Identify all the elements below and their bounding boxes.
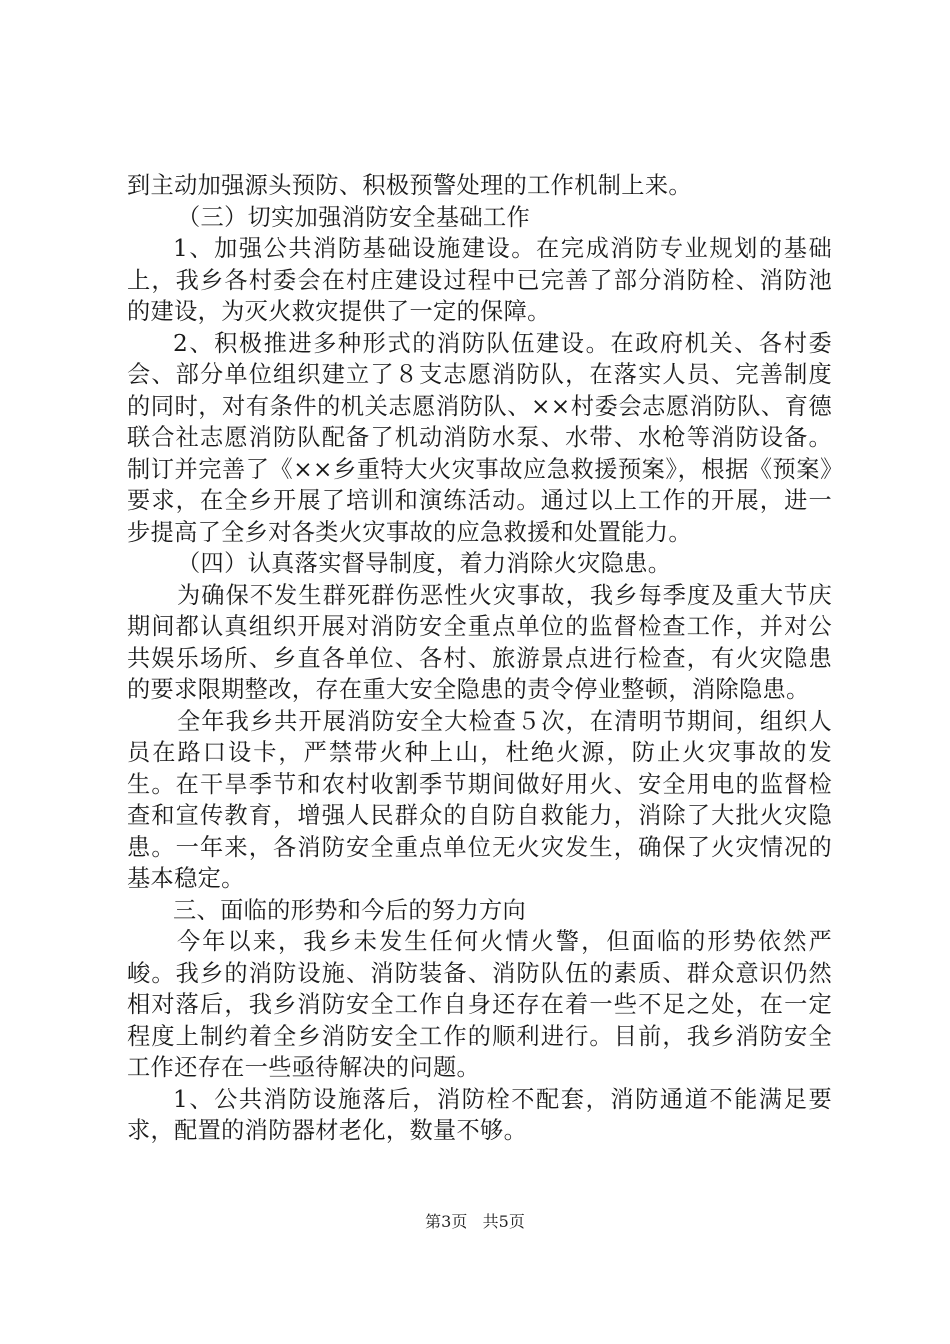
page-total: 共5页 — [482, 1212, 525, 1231]
chapter-heading-3: 三、面临的形势和今后的努力方向 — [173, 896, 527, 924]
paragraph-continuation: 到主动加强源头预防、积极预警处理的工作机制上来。 — [127, 172, 692, 199]
page-number: 第3页 — [425, 1212, 468, 1231]
page-footer — [0, 1212, 950, 1232]
footer-separator — [472, 1212, 477, 1231]
paragraph-inspection: 为确保不发生群死群伤恶性火灾事故，我乡每季度及重大节庆期间都认真组织开展对消防安全重点单位的监督检查工作，并对公共娱乐场所、乡直各单位、各村、旅游景点进行检查，有火灾隐患的要求限期整改，存在重大安全隐患的责令停业整顿，消除隐患。 — [127, 581, 832, 703]
paragraph-problem-1: 1、公共消防设施落后，消防栓不配套，消防通道不能满足要求，配置的消防器材老化，数量不够。 — [127, 1085, 832, 1144]
section-heading-4: （四）认真落实督导制度，着力消除火灾隐患。 — [177, 550, 672, 577]
paragraph-item-2: 2、积极推进多种形式的消防队伍建设。在政府机关、各村委会、部分单位组织建立了８支志愿消防队，在落实人员、完善制度的同时，对有条件的机关志愿消防队、××村委会志愿消防队、育德联合社志愿消防队配备了机动消防水泵、水带、水枪等消防设备。制订并完善了《××乡重特大火灾事故应急救援预案》，根据《预案》要求，在全乡开展了培训和演练活动。通过以上工作的开展，进一步提高了全乡对各类火灾事故的应急救援和处置能力。 — [127, 329, 832, 546]
section-heading-3: （三）切实加强消防安全基础工作 — [177, 203, 531, 231]
paragraph-annual-check: 全年我乡共开展消防安全大检查５次，在清明节期间，组织人员在路口设卡，严禁带火种上山，杜绝火源，防止火灾事故的发生。在干旱季节和农村收割季节期间做好用火、安全用电的监督检查和宣传教育，增强人民群众的自防自救能力，消除了大批火灾隐患。一年来，各消防安全重点单位无火灾发生，确保了火灾情况的基本稳定。 — [127, 707, 832, 892]
paragraph-situation: 今年以来，我乡未发生任何火情火警，但面临的形势依然严峻。我乡的消防设施、消防装备、消防队伍的素质、群众意识仍然相对落后，我乡消防安全工作自身还存在着一些不足之处，在一定程度上制约着全乡消防安全工作的顺利进行。目前，我乡消防安全工作还存在一些亟待解决的问题。 — [127, 928, 832, 1081]
document-body — [127, 170, 832, 1147]
paragraph-item-1: 1、加强公共消防基础设施建设。在完成消防专业规划的基础上，我乡各村委会在村庄建设过程中已完善了部分消防栓、消防池的建设，为灭火救灾提供了一定的保障。 — [127, 235, 832, 325]
